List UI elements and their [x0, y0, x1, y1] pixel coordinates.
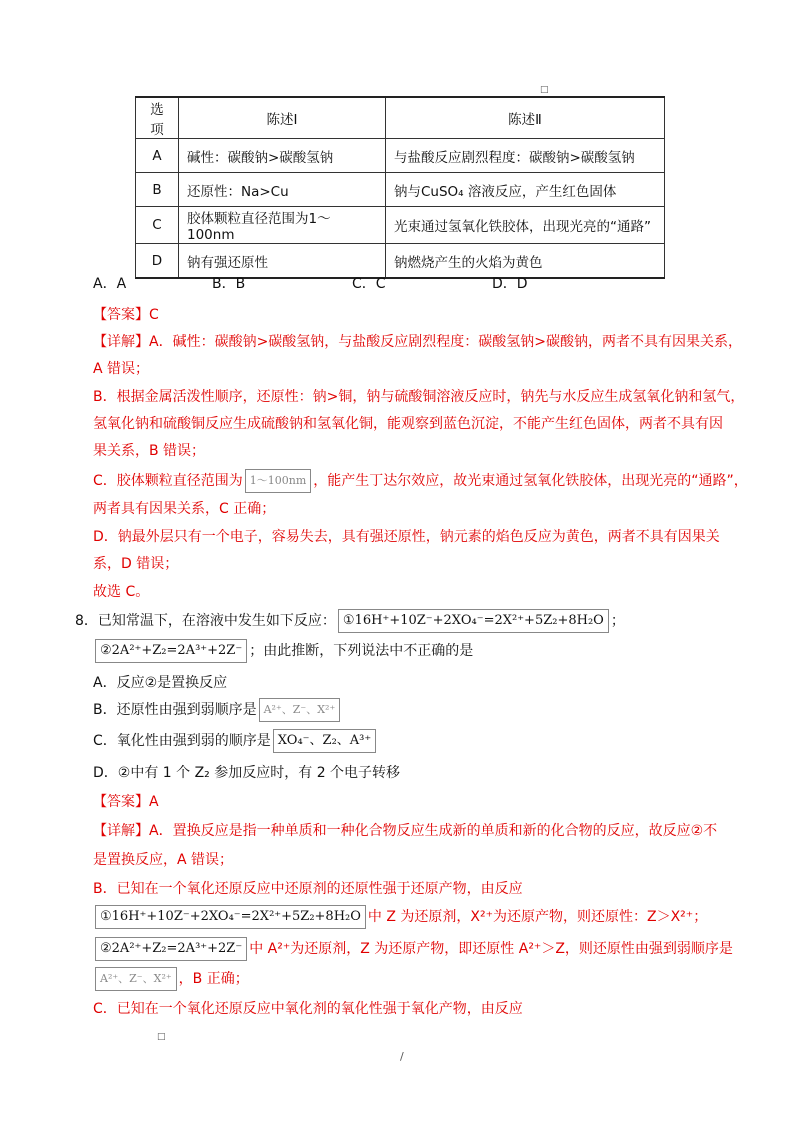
q8-stem-line1 — [75, 609, 625, 633]
q8-option-b — [93, 698, 342, 722]
q8-equation1: ①16H⁺+10Z⁻+2XO₄⁻=2X²⁺+5Z₂+8H₂O — [338, 609, 609, 633]
q8-option-c-box: XO₄⁻、Z₂、A³⁺ — [273, 729, 376, 753]
q8-option-b-box: A²⁺、Z⁻、X²⁺ — [259, 698, 341, 722]
q8-exp-b-equation1: ①16H⁺+10Z⁻+2XO₄⁻=2X²⁺+5Z₂+8H₂O — [95, 905, 366, 929]
q7-choice-a: A．A — [93, 276, 127, 292]
q8-explanation-a-line1: 【详解】A．置换反应是指一种单质和一种化合物反应生成新的单质和新的化合物的反应，故反应②不 — [93, 823, 718, 839]
q7-explanation-b-line1: B．根据金属活泼性顺序，还原性：钠>铜，钠与硫酸铜溶液反应时，钠先与水反应生成氢氧化钠和氢气， — [93, 389, 745, 405]
table-cell-statement1: 钠有强还原性 — [179, 244, 386, 279]
q7-choice-d: D．D — [492, 276, 528, 292]
q7-answer: 【答案】C — [93, 307, 159, 323]
q7-choice-c: C．C — [352, 276, 386, 292]
q8-exp-b-equation2: ②2A²⁺+Z₂=2A³⁺+2Z⁻ — [95, 937, 247, 961]
q7-explanation-b-line2: 氢氧化钠和硫酸铜反应生成硫酸钠和氢氧化铜，能观察到蓝色沉淀，不能产生红色固体，两者不具有因 — [93, 416, 723, 432]
q8-exp-b-line4-text: ，B 正确； — [178, 971, 249, 987]
q7-choice-b: B．B — [212, 276, 246, 292]
q8-explanation-b-line4 — [93, 967, 249, 991]
q8-explanation-c-line1: C．已知在一个氧化还原反应中氧化剂的氧化性强于氧化产物，由反应 — [93, 1001, 523, 1017]
q8-stem-sep: ； — [610, 613, 625, 629]
q7-exp-c-post: ，能产生丁达尔效应，故光束通过氢氧化铁胶体，出现光亮的“通路”， — [313, 473, 748, 489]
q8-option-c — [93, 729, 378, 753]
q8-option-c-text: C．氧化性由强到弱的顺序是 — [93, 733, 271, 749]
q8-explanation-b-line2 — [93, 905, 707, 929]
table-header-statement2: 陈述Ⅱ — [386, 97, 665, 139]
q7-explanation-c-line2: 两者具有因果关系，C 正确； — [93, 501, 276, 517]
q8-exp-b-order-box: A²⁺、Z⁻、X²⁺ — [95, 967, 177, 991]
q8-option-d: D．②中有 1 个 Z₂ 参加反应时，有 2 个电子转移 — [93, 765, 401, 781]
q8-stem-post: ；由此推断，下列说法中不正确的是 — [249, 643, 474, 659]
table-header-statement1: 陈述Ⅰ — [179, 97, 386, 139]
q7-explanation-c-line1 — [93, 469, 748, 493]
table-cell-statement1: 还原性：Na>Cu — [179, 173, 386, 207]
bottom-mark: □ — [157, 1032, 166, 1042]
table-row — [136, 207, 665, 244]
q8-equation2: ②2A²⁺+Z₂=2A³⁺+2Z⁻ — [95, 639, 247, 663]
top-mark: □ — [540, 85, 549, 95]
table-cell-option: D — [136, 244, 179, 279]
question7-table — [135, 96, 665, 279]
table-cell-statement1: 碱性：碳酸钠>碳酸氢钠 — [179, 139, 386, 173]
q7-conclusion: 故选 C。 — [93, 584, 150, 600]
q8-option-a: A．反应②是置换反应 — [93, 675, 228, 691]
q7-explanation-b-line3: 果关系，B 错误； — [93, 443, 206, 459]
q8-stem-line2 — [93, 639, 473, 663]
q8-number: 8． — [75, 613, 98, 629]
q8-option-b-text: B．还原性由强到弱顺序是 — [93, 702, 257, 718]
q8-explanation-b-line1: B．已知在一个氧化还原反应中还原剂的还原性强于还原产物，由反应 — [93, 881, 523, 897]
table-row — [136, 173, 665, 207]
q7-exp-c-box: 1～100nm — [245, 469, 312, 493]
q8-exp-b-line3-text: 中 A²⁺为还原剂，Z 为还原产物，即还原性 A²⁺＞Z，则还原性由强到弱顺序是 — [249, 941, 733, 957]
table-cell-statement2: 与盐酸反应剧烈程度：碳酸钠>碳酸氢钠 — [386, 139, 665, 173]
q7-explanation-d-line2: 系，D 错误； — [93, 556, 179, 572]
q8-exp-b-line2-text: 中 Z 为还原剂，X²⁺为还原产物，则还原性：Z＞X²⁺； — [367, 909, 708, 925]
q8-explanation-a-line2: 是置换反应，A 错误； — [93, 852, 234, 868]
table-cell-option: B — [136, 173, 179, 207]
q7-explanation-a-line2: A 错误； — [93, 361, 150, 377]
table-cell-statement2: 钠与CuSO₄ 溶液反应，产生红色固体 — [386, 173, 665, 207]
q7-exp-c-pre: C．胶体颗粒直径范围为 — [93, 473, 243, 489]
table-cell-statement2: 光束通过氢氧化铁胶体，出现光亮的“通路” — [386, 207, 665, 244]
q8-stem-pre: 已知常温下，在溶液中发生如下反应： — [97, 613, 336, 629]
q7-explanation-d-line1: D．钠最外层只有一个电子，容易失去，具有强还原性，钠元素的焰色反应为黄色，两者不具有因果关 — [93, 529, 720, 545]
table-header-row — [136, 97, 665, 139]
page-footer: / — [400, 1050, 404, 1063]
table-cell-statement1: 胶体颗粒直径范围为1～100nm — [179, 207, 386, 244]
table-cell-option: A — [136, 139, 179, 173]
q7-explanation-a-line1: 【详解】A．碱性：碳酸钠>碳酸氢钠，与盐酸反应剧烈程度：碳酸氢钠>碳酸钠，两者不具有因果关系， — [93, 334, 743, 350]
q8-answer: 【答案】A — [93, 794, 159, 810]
table-cell-statement2: 钠燃烧产生的火焰为黄色 — [386, 244, 665, 279]
table-row — [136, 139, 665, 173]
q8-explanation-b-line3 — [93, 937, 733, 961]
table-cell-option: C — [136, 207, 179, 244]
table-header-option: 选项 — [136, 97, 179, 139]
